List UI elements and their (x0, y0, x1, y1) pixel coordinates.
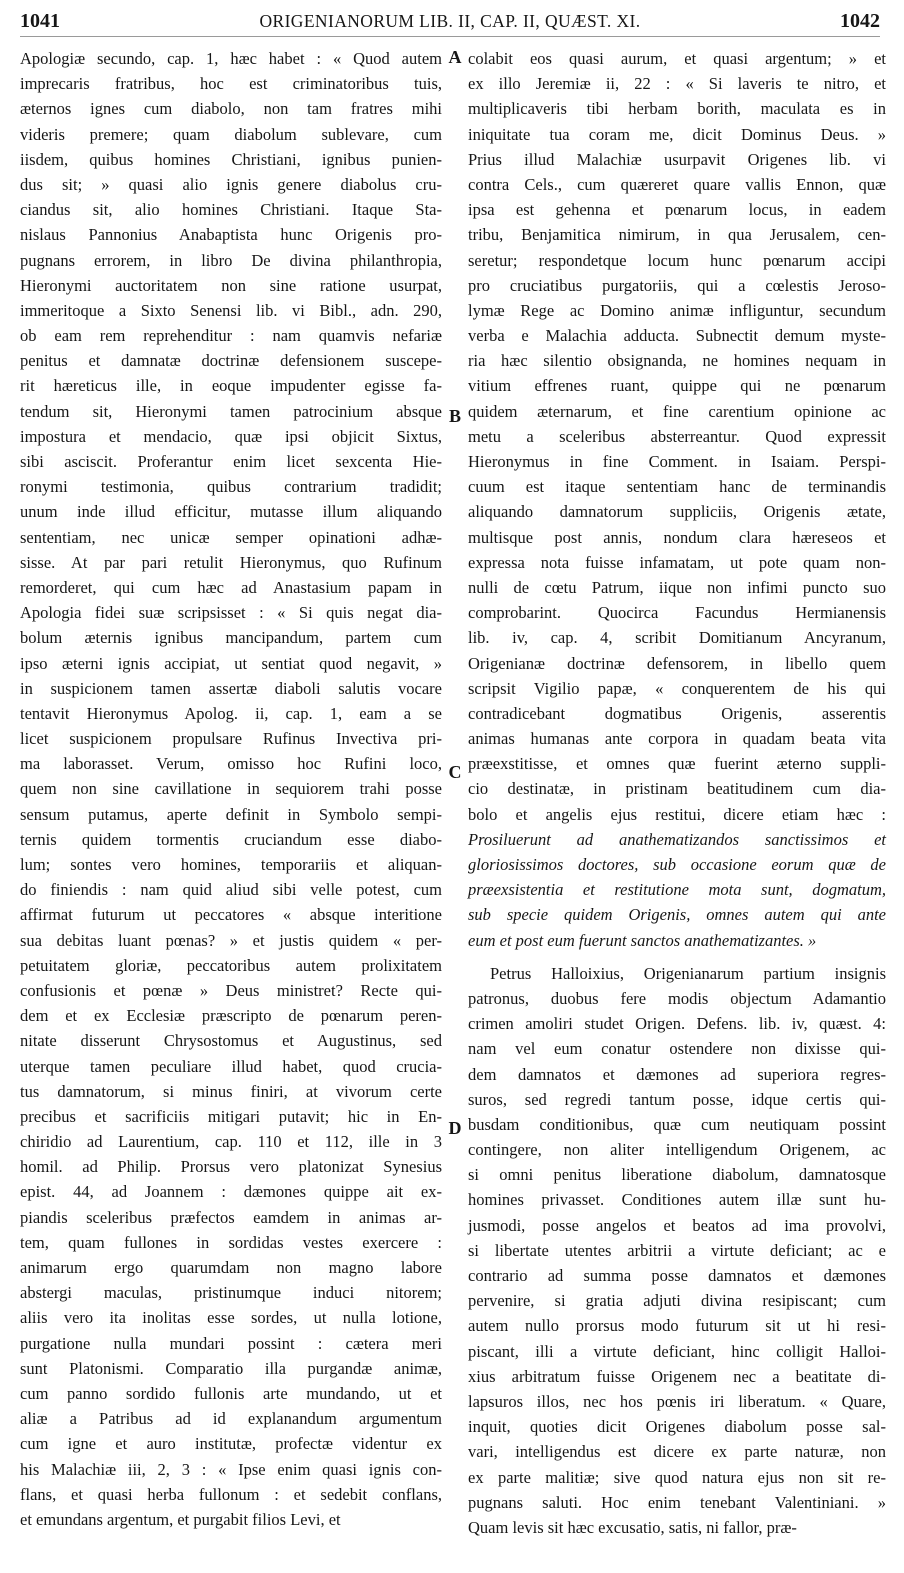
text-line: Petrus Halloixius, Origenianarum partium insignis (490, 963, 886, 983)
text-line: pugnans saluti. Hoc enim tenebant Valentiniani. » (468, 1492, 886, 1512)
text-line: bolo et angelis ejus restitui, dicere etiam hæc : (468, 804, 886, 824)
text-line: confusionis et pœnæ » Deus ministret? Recte qui- (20, 980, 442, 1000)
text-line: lymæ Rege ac Domino animæ infliguntur, secundum (468, 300, 886, 320)
text-line: multisque post annis, nondum clara hæreseos et (468, 527, 886, 547)
text-line: imprecaris fratribus, hoc est criminatoribus tuis, (20, 74, 442, 94)
text-line: purgatione nulla mundari possint : cætera meri (20, 1333, 442, 1353)
text-line: aliis vero ita inolitas esse sordes, ut nulla lotione, (20, 1308, 442, 1328)
text-line: Prius illud Malachiæ usurpavit Origenes lib. vi (468, 149, 886, 169)
text-line: licet suspicionem propulsare Rufinus Invectiva pri- (20, 729, 442, 749)
text-line: dem damnatos et dæmones ad superiora regres- (468, 1064, 886, 1084)
text-line: immeritoque a Sixto Senensi lib. vi Bibl., adn. 290, (20, 300, 442, 320)
text-line: autem nullo prorsus modo futurum sit ut hi resi- (468, 1316, 886, 1336)
text-line: suros, sed regredi tantum posse, idque certis qui- (468, 1089, 886, 1109)
text-line: Apologiæ secundo, cap. 1, hæc habet : « Quod autem (20, 49, 442, 68)
running-title: ORIGENIANORUM LIB. II, CAP. II, QUÆST. XI. (259, 11, 641, 31)
text-line: in suspicionem tamen assertæ diaboli salutis vocare (20, 678, 442, 698)
text-line: sensum putamus, aperte definit in Symbolo sempi- (20, 804, 442, 824)
text-line: expressa nota fuisse infamatam, ut pote quam non- (468, 552, 886, 572)
text-line: pugnans errorem, in libro De divina philanthropia, (20, 250, 442, 270)
text-line: contradicebant dogmatibus Origenis, asserentis (468, 703, 886, 723)
text-line: ipso æterni ignis accipiat, ut sentiat quod negavit, » (20, 653, 442, 673)
text-line: ma laborasset. Verum, omisso hoc Rufini loco, (20, 754, 442, 774)
text-line: cum igne et auro institutæ, profectæ videntur ex (20, 1434, 442, 1454)
text-line: sua debitas luant pœnas? » et justis quidem « per- (20, 930, 442, 950)
left-column (20, 46, 442, 1532)
text-line: aliæ a Patribus ad id explanandum argumentum (20, 1409, 442, 1429)
text-line: nislaus Pannonius Anabaptista hunc Origenis pro- (20, 225, 442, 245)
text-line: cum panno sordido fullonis arte mundando, ut et (20, 1383, 442, 1403)
text-line: sibi asciscit. Proferantur enim licet sexcenta Hie- (20, 452, 442, 471)
page-number-right: 1042 (840, 10, 880, 32)
text-line: aliquando damnatorum suppliciis, Origenis ætate, (468, 502, 886, 522)
text-line: nam vel eum conatur ostendere non dixisse qui- (468, 1039, 886, 1059)
right-column (468, 46, 886, 1540)
text-line: iniquitate tua coram me, dicit Dominus Deus. » (468, 124, 886, 144)
text-line: Origenianæ doctrinæ defensorem, in libello quem (468, 653, 886, 673)
text-line: vitium effrenes ruant, quippe qui ne pœnarum (468, 376, 886, 396)
text-line: ronymi testimonia, quibus contrarium tradidit; (20, 477, 442, 497)
section-marker: D (448, 1118, 462, 1138)
text-line: flans, et quasi herba fullonum : et sedebit conflans, (20, 1484, 442, 1504)
text-line: seretur; respondetque locum hunc pœnarum accipi (468, 250, 886, 270)
text-line: busdam conditionibus, quæ cum neutiquam possint (468, 1114, 886, 1134)
section-marker: A (448, 47, 462, 67)
text-line: quem non sine cavillatione in sequiorem trahi posse (20, 779, 442, 799)
text-line: scripsit Vigilio papæ, « conquerentem de his qui (468, 678, 886, 698)
text-line: gloriosissimos doctores, sub occasione eorum quæ de (468, 855, 886, 874)
text-line: videris premere; quam diabolum sublevare, cum (20, 124, 442, 144)
text-line: tribu, Benjamitica nimirum, in qua Jerusalem, cen- (468, 225, 886, 245)
text-line: præexstitisse, et omnes quæ fuerint æterno suppli- (468, 754, 886, 774)
text-line: contingere, non aliter intelligendum Origenem, ac (468, 1140, 886, 1160)
text-line: remorderet, qui cum hæc ad Anastasium papam in (20, 577, 442, 597)
text-line: dus sit; » quasi alio ignis genere diabolus cru- (20, 174, 442, 194)
text-line: iisdem, quibus homines Christiani, ignibus punien- (20, 149, 442, 169)
text-line: ob eam rem reprehenditur : nam quamvis nefariæ (20, 326, 442, 346)
text-line: petuitatem gloriæ, peccatoribus autem prolixitatem (20, 955, 442, 975)
text-line: verba e Malachia adducta. Subnectit demum myste- (468, 326, 886, 346)
running-head (20, 6, 880, 37)
text-line: penitus et damnatæ doctrinæ defensionem suscepe- (20, 351, 442, 371)
text-line: comprobarint. Quocirca Facundus Hermianensis (468, 603, 886, 623)
text-line: vari, intelligendus est dicere ex parte naturæ, non (468, 1442, 886, 1462)
text-line: abstergi maculas, pristinumque induci nitorem; (20, 1283, 442, 1303)
text-line: sunt Platonismi. Comparatio illa purgandæ animæ, (20, 1358, 442, 1378)
text-line: xius arbitratum fuisse Origenem nec a beatitate di- (468, 1366, 886, 1386)
text-line: pervenire, si gratia adjuti divina resipiscant; cum (468, 1291, 886, 1311)
text-line: lapsuros illos, nec hos pœnis iri liberatum. « Quare, (468, 1391, 886, 1411)
text-line: ex parte malitiæ; sive quod natura ejus non sit re- (468, 1467, 886, 1487)
text-line: ipsa est gehenna et pœnarum locus, in eadem (468, 200, 886, 220)
text-line: lum; sontes vero homines, temporariis et aliquan- (20, 855, 442, 874)
text-line: nulli de cœtu Patrum, iique non infimi puncto suo (468, 577, 886, 597)
text-line: affirmat futurum ut peccatores « absque interitione (20, 905, 442, 925)
text-line: Apologia fidei suæ scripsisset : « Si quis negat dia- (20, 603, 442, 623)
text-line: præexsistentia et restitutione mota sunt, dogmatum, (468, 880, 886, 900)
text-line: tem, quam fullones in sordidas vestes exercere : (20, 1232, 442, 1252)
text-line: homines privasset. Conditiones autem illæ sunt hu- (468, 1190, 886, 1210)
text-line: animarum ergo quarumdam non magno labore (20, 1258, 442, 1277)
page-number-left: 1041 (20, 10, 60, 32)
text-line: tus damnatorum, si minus finiri, at vivorum certe (20, 1081, 442, 1101)
text-line: si omni penitus liberatione diabolum, damnatosque (468, 1165, 886, 1185)
text-line: pro cruciatibus purgatoriis, qui a cœlestis Jeroso- (468, 275, 886, 295)
text-line: et emundans argentum, et purgabit filios Levi, et (20, 1509, 341, 1529)
text-line: jusmodi, posse angelos et beatos ad ima provolvi, (468, 1215, 886, 1235)
text-line: eum et post eum fuerunt sanctos anathematizantes. » (468, 930, 817, 950)
text-line: patronus, duobus fere modis objectum Adamantio (468, 988, 886, 1008)
text-line: tendum sit, Hieronymi tamen patrocinium absque (20, 401, 442, 421)
text-line: æternos ignes cum diabolo, non tam fratres mihi (20, 99, 442, 119)
text-line: piscant, illi a virtute deficiant, hinc colligit Halloi- (468, 1341, 886, 1361)
text-line: Quam levis sit hæc excusatio, satis, ni fallor, præ- (468, 1517, 797, 1537)
text-line: sententiam, nec unicæ semper opinationi adhæ- (20, 527, 442, 547)
text-line: si libertate utentes arbitrii a virtute deficiant; ac e (468, 1240, 886, 1260)
text-line: do finiendis : nam quid aliud sibi velle potest, cum (20, 880, 442, 900)
text-line: tentavit Hieronymus Apolog. ii, cap. 1, eam a se (20, 703, 442, 723)
text-line: ciandus sit, alio homines Christiani. Itaque Sta- (20, 200, 442, 220)
text-line: chiridio ad Laurentium, cap. 110 et 112, ille in 3 (20, 1132, 442, 1152)
text-line: precibus et sacrificiis mitigari putavit; hic in En- (20, 1106, 442, 1126)
text-line: dem et ex Ecclesiæ præscripto de pœnarum peren- (20, 1006, 442, 1026)
text-line: uterque tamen peculiare illud habet, quod crucia- (20, 1056, 442, 1076)
text-line: lib. iv, cap. 4, scribit Domitianum Ancyranum, (468, 628, 886, 648)
text-line: cuum est itaque sententiam hanc de terminandis (468, 477, 886, 497)
text-line: ria hæc silentio obsignanda, ne homines nequam in (468, 351, 886, 371)
text-line: Hieronymi auctoritatem non sine ratione usurpat, (20, 275, 442, 295)
text-line: sub specie quidem Origenis, omnes autem qui ante (468, 905, 886, 925)
text-line: impostura et mendacio, quæ ipsi objicit Sixtus, (20, 426, 442, 446)
text-line: rit hæreticus ille, in eoque impudenter egisse fa- (20, 376, 442, 396)
text-line: crimen amoliri studet Origen. Defens. lib. iv, quæst. 4: (468, 1014, 886, 1034)
text-line: Prosiluerunt ad anathematizandos sanctissimos et (468, 829, 886, 849)
text-line: bolum æternis ignibus mancipandum, partem cum (20, 628, 442, 648)
section-marker: C (448, 762, 462, 782)
text-line: unum inde illud efficitur, mutasse illum aliquando (20, 502, 442, 522)
text-line: epist. 44, ad Joannem : dæmones quippe ait ex- (20, 1182, 442, 1202)
text-line: sisse. At par pari retulit Hieronymus, quo Rufinum (20, 552, 442, 572)
text-line: piandis sceleribus præfectos eamdem in animas ar- (20, 1207, 442, 1227)
text-line: ternis quidem tormentis cruciandum esse diabo- (20, 829, 442, 849)
text-line: metu a sceleribus absterreantur. Quod expressit (468, 426, 886, 446)
text-line: his Malachiæ iii, 2, 3 : « Ipse enim quasi ignis con- (20, 1459, 442, 1479)
text-line: nitate disserunt Chrysostomus et Augustinus, sed (20, 1031, 442, 1051)
section-marker: B (448, 406, 461, 426)
text-line: quidem æternarum, et fine carentium opinione ac (468, 401, 886, 421)
text-line: colabit eos quasi aurum, et quasi argentum; » et (468, 49, 886, 68)
text-line: homil. ad Philip. Prorsus vero platonizat Synesius (20, 1157, 442, 1177)
text-line: multiplicaveris tibi herbam borith, maculata es in (468, 99, 886, 119)
text-line: ex illo Jeremiæ ii, 22 : « Si laveris te nitro, et (468, 74, 886, 94)
text-line: contra Cels., cum quæreret quare vallis Ennon, quæ (468, 174, 886, 194)
text-line: inquit, quoties dicit Origenes diabolum posse sal- (468, 1417, 886, 1437)
text-line: Hieronymus in fine Comment. in Isaiam. Perspi- (468, 452, 886, 471)
text-line: cio destinatæ, in pristinam beatitudinem cum dia- (468, 779, 886, 799)
text-line: animas humanas ante corpora in quadam beata vita (468, 729, 886, 749)
text-line: contrario ad summa posse damnatos et dæmones (468, 1266, 886, 1285)
